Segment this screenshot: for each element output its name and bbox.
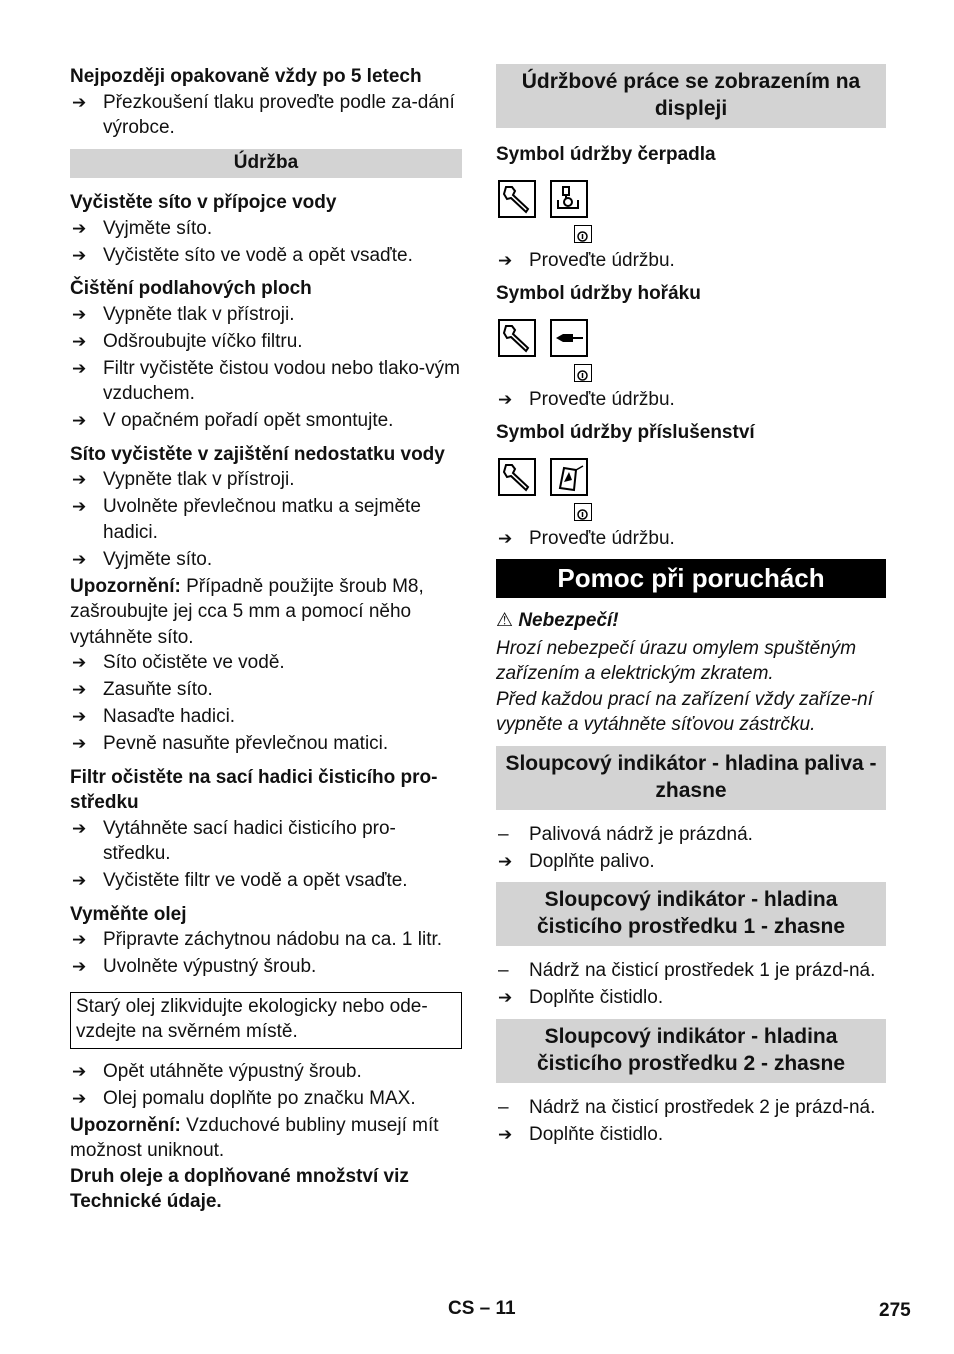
water-lack-heading: Síto vyčistěte v zajištění nedostatku vody (70, 443, 445, 465)
floor-heading: Čištění podlahových ploch (70, 278, 312, 299)
step: ➔ Proveďte údržbu. (496, 526, 886, 552)
dash-icon: – (498, 1096, 509, 1118)
arrow-icon: ➔ (72, 92, 87, 112)
step: ➔ Vyjměte síto. (70, 547, 462, 573)
burner-icon (550, 319, 588, 357)
step: ➔ Proveďte údržbu. (496, 387, 886, 413)
danger-text: Hrozí nebezpečí úrazu omylem spuštěným zařízením a elektrickým zkratem. (496, 637, 857, 684)
arrow-icon: ➔ (498, 389, 513, 409)
accessory-symbol-heading: Symbol údržby příslušenství (496, 422, 755, 443)
burner-symbol-heading: Symbol údržby hořáku (496, 283, 701, 304)
detergent2-indicator-heading: Sloupcový indikátor - hladina čisticího prostředku 2 - zhasne (496, 1019, 886, 1083)
step: ➔ V opačném pořadí opět smontujte. (70, 408, 462, 434)
arrow-icon: ➔ (72, 358, 87, 378)
step: ➔ Olej pomalu doplňte po značku MAX. (70, 1086, 462, 1112)
step: ➔ Doplňte čistidlo. (496, 1122, 886, 1148)
oil-type-reference: Druh oleje a doplňované množství viz Technické údaje. (70, 1165, 409, 1212)
arrow-icon: ➔ (72, 653, 87, 672)
step: ➔ Filtr vyčistěte čistou vodou nebo tlako-vým vzduchem. (72, 357, 460, 404)
page-number: 275 (879, 1300, 911, 1321)
danger-heading: ⚠ Nebezpečí! (496, 610, 619, 631)
arrow-icon: ➔ (498, 1124, 513, 1144)
wrench-icon (498, 319, 536, 357)
right-column (496, 64, 886, 1149)
arrow-icon: ➔ (72, 549, 87, 569)
step: ➔ Zasuňte síto. (70, 677, 462, 703)
note: Upozornění: Vzduchové bubliny musejí mít možnost uniknout. (70, 1114, 439, 1161)
arrow-icon: ➔ (498, 250, 513, 270)
cause: – Nádrž na čisticí prostředek 1 je prázd-ná. (496, 958, 886, 984)
step: ➔ Síto očistěte ve vodě. (70, 650, 462, 676)
left-column (70, 64, 462, 1215)
danger-text: Před každou prací na zařízení vždy zaříze-ní vypněte a vytáhněte síťovou zástrčku. (496, 688, 874, 735)
sieve-heading: Vyčistěte síto v přípojce vody (70, 192, 337, 213)
accessory-icon (550, 458, 588, 496)
pump-symbol-heading: Symbol údržby čerpadla (496, 144, 716, 165)
step: ➔ Vyjměte síto. (70, 216, 462, 242)
arrow-icon: ➔ (72, 1061, 87, 1081)
note: Upozornění: Případně použijte šroub M8, zašroubujte jej cca 5 mm a pomocí něho vytáhněte síto. (70, 575, 424, 648)
environment-note-box: Starý olej zlikvidujte ekologicky nebo ode-vzdejte na svěrném místě. (70, 992, 462, 1049)
step: ➔ Vytáhněte sací hadici čisticího pro-středku. (72, 817, 396, 864)
arrow-icon: ➔ (72, 957, 87, 976)
detergent1-indicator-heading: Sloupcový indikátor - hladina čisticího prostředku 1 - zhasne (496, 882, 886, 946)
arrow-icon: ➔ (72, 245, 87, 265)
step: ➔ Doplňte čistidlo. (496, 985, 886, 1011)
oil-heading: Vyměňte olej (70, 903, 187, 925)
section-title-display-maintenance: Údržbové práce se zobrazením na displeji (496, 64, 886, 128)
arrow-icon: ➔ (72, 871, 87, 890)
fuel-indicator-heading: Sloupcový indikátor - hladina paliva - zhasne (496, 746, 886, 810)
section-page-code: CS – 11 (448, 1298, 516, 1319)
arrow-icon: ➔ (72, 734, 87, 753)
burner-symbol-group (496, 319, 886, 383)
step: ➔ Proveďte údržbu. (496, 248, 886, 274)
arrow-icon: ➔ (72, 930, 87, 949)
step: ➔ Opět utáhněte výpustný šroub. (70, 1059, 462, 1085)
cause: – Nádrž na čisticí prostředek 2 je prázd-ná. (496, 1095, 886, 1121)
retest-heading: Nejpozději opakovaně vždy po 5 letech (70, 66, 422, 87)
arrow-icon: ➔ (72, 707, 87, 726)
section-title-maintenance: Údržba (70, 149, 462, 179)
arrow-icon: ➔ (72, 331, 87, 351)
info-icon (574, 503, 592, 521)
arrow-icon: ➔ (72, 680, 87, 699)
arrow-icon: ➔ (72, 470, 87, 489)
dash-icon: – (498, 823, 509, 845)
info-icon (574, 364, 592, 382)
section-title-troubleshooting: Pomoc při poruchách (496, 559, 886, 598)
wrench-icon (498, 180, 536, 218)
step: ➔ Uvolněte výpustný šroub. (70, 954, 462, 980)
detergent-filter-heading: Filtr očistěte na sací hadici čisticího pro-středku (70, 766, 438, 813)
step: ➔ Vypněte tlak v přístroji. (70, 467, 462, 493)
arrow-icon: ➔ (72, 411, 87, 430)
cause: – Palivová nádrž je prázdná. (496, 822, 886, 848)
dash-icon: – (498, 960, 509, 981)
info-icon (574, 225, 592, 243)
arrow-icon: ➔ (498, 528, 513, 548)
step: ➔ Připravte záchytnou nádobu na ca. 1 litr. (70, 927, 462, 953)
step: ➔ Přezkoušení tlaku proveďte podle za-dání výrobce. (72, 91, 455, 138)
wrench-icon (498, 458, 536, 496)
step: ➔ Pevně nasuňte převlečnou matici. (70, 731, 462, 757)
arrow-icon: ➔ (498, 988, 513, 1007)
step: ➔ Vypněte tlak v přístroji. (70, 302, 462, 328)
arrow-icon: ➔ (72, 818, 87, 838)
pump-icon (550, 180, 588, 218)
step: ➔ Nasaďte hadici. (70, 704, 462, 730)
step: ➔ Odšroubujte víčko filtru. (70, 329, 462, 355)
arrow-icon: ➔ (72, 1088, 87, 1108)
arrow-icon: ➔ (72, 304, 87, 324)
step: ➔ Uvolněte převlečnou matku a sejměte hadici. (72, 496, 421, 543)
step: ➔ Vyčistěte filtr ve vodě a opět vsaďte. (70, 868, 462, 894)
pump-symbol-group (496, 180, 886, 244)
arrow-icon: ➔ (72, 218, 87, 238)
step: ➔ Doplňte palivo. (496, 849, 886, 875)
arrow-icon: ➔ (498, 851, 513, 871)
arrow-icon: ➔ (72, 497, 87, 516)
accessory-symbol-group (496, 458, 886, 522)
warning-triangle-icon: ⚠ (496, 610, 514, 631)
step: ➔ Vyčistěte síto ve vodě a opět vsaďte. (70, 243, 462, 269)
